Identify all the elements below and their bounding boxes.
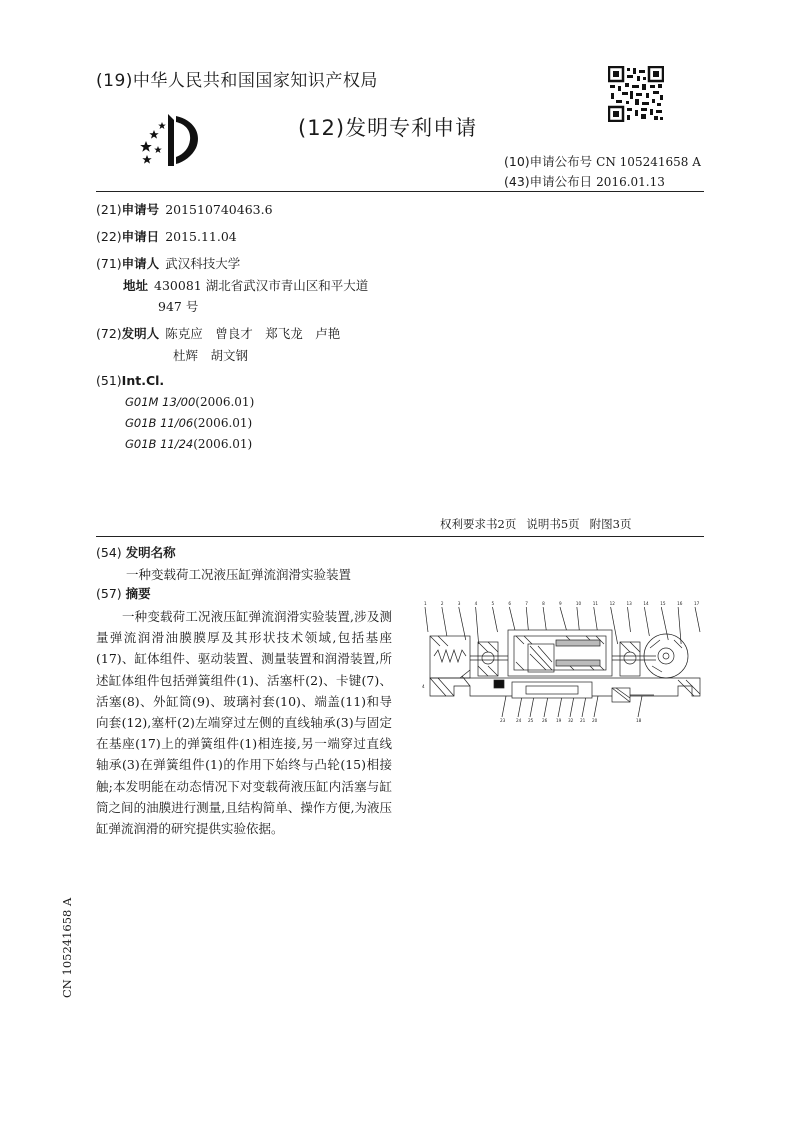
leader-line bbox=[544, 696, 548, 717]
drawing-label-top: 2 bbox=[440, 601, 444, 606]
drawing-label-top: 11 bbox=[592, 601, 599, 606]
field-label: 发明人 bbox=[121, 326, 160, 341]
drawing-label-top: 8 bbox=[542, 601, 545, 606]
drawing-label-bottom: 18 bbox=[636, 718, 642, 723]
field-code: (21) bbox=[96, 202, 122, 217]
drawing-label-bottom: 21 bbox=[580, 718, 586, 723]
field-code: (22) bbox=[96, 229, 122, 244]
abstract-text: 一种变载荷工况液压缸弹流润滑实验装置,涉及测量弹流润滑油膜膜厚及其形状技术领域,包括基座(17)、缸体组件、驱动装置、测量装置和润滑装置,所述缸体组件包括弹簧组件(1)、活塞杆(2)、卡键(7)、活塞(8)、外缸筒(9)、玻璃衬套(10)、端盖(11)和导向套(12),塞杆(2)左端穿过左侧的直线轴承(3)与固定在基座(17)上的弹簧组件(1)相连接,另一端穿过直线轴承(3)在弹簧组件(1)的作用下始终与凸轮(15)相接触;本发明能在动态情况下对变载荷液压缸内活塞与缸筒之间的油膜进行测量,且结构简单、操作方便,为液压缸弹流润滑的研究提供实验依据。 bbox=[96, 609, 392, 837]
leader-line bbox=[594, 696, 598, 717]
drawing-label-top: 16 bbox=[677, 601, 683, 606]
field-label: 申请日 bbox=[121, 229, 160, 244]
field-value: 947 号 bbox=[158, 299, 199, 314]
publication-number-label: (10)申请公布号 bbox=[504, 154, 593, 169]
drawing-label-top: 6 bbox=[508, 601, 512, 606]
section-divider bbox=[96, 536, 704, 537]
ipc-class-3 bbox=[125, 437, 252, 451]
drawing-label-top: 15 bbox=[660, 601, 666, 606]
leader-line bbox=[560, 607, 567, 632]
technical-drawing bbox=[416, 600, 706, 730]
drawing-label-top: 4 bbox=[474, 601, 478, 606]
header-divider bbox=[96, 191, 704, 192]
field-value: 201510740463.6 bbox=[165, 202, 273, 217]
field-code: (71) bbox=[96, 256, 122, 271]
leader-line bbox=[459, 607, 466, 640]
field-label: Int.Cl. bbox=[121, 373, 165, 388]
int-cl bbox=[96, 373, 164, 388]
application-date bbox=[96, 227, 237, 245]
publication-date-value: 2016.01.13 bbox=[596, 175, 665, 189]
drawing-label-bottom: 26 bbox=[542, 718, 548, 723]
drawing-label-side: 4 bbox=[422, 684, 425, 689]
inventors-line2 bbox=[173, 346, 248, 364]
publication-number-value: CN 105241658 A bbox=[596, 155, 701, 169]
application-number bbox=[96, 200, 273, 218]
ipc-version: (2006.01) bbox=[195, 395, 255, 409]
ipc-class-1 bbox=[125, 395, 254, 409]
leader-line bbox=[644, 607, 649, 636]
leader-line bbox=[582, 696, 586, 717]
inventors bbox=[96, 324, 340, 342]
leader-line bbox=[628, 607, 631, 632]
qr-code-icon bbox=[608, 66, 664, 122]
claims-pages: 权利要求书2页 bbox=[440, 517, 517, 531]
leader-line bbox=[558, 696, 562, 717]
ipc-version: (2006.01) bbox=[193, 437, 253, 451]
field-value: 430081 湖北省武汉市青山区和平大道 bbox=[154, 278, 369, 293]
field-label: 摘要 bbox=[125, 586, 151, 601]
drawing-label-top: 14 bbox=[643, 601, 649, 606]
applicant bbox=[96, 254, 240, 272]
drawing-label-bottom: 32 bbox=[568, 718, 574, 723]
ipc-version: (2006.01) bbox=[193, 416, 253, 430]
publication-date-label: (43)申请公布日 bbox=[504, 174, 593, 189]
leader-line bbox=[502, 696, 506, 717]
field-value: 2015.11.04 bbox=[165, 229, 237, 244]
drawing-label-bottom: 19 bbox=[556, 718, 562, 723]
drawing-label-bottom: 25 bbox=[528, 718, 534, 723]
invention-title: 一种变载荷工况液压缸弹流润滑实验装置 bbox=[126, 567, 352, 582]
document-type: (12)发明专利申请 bbox=[298, 116, 478, 140]
leader-line bbox=[493, 607, 498, 632]
drawing-label-top: 17 bbox=[694, 601, 700, 606]
leader-line bbox=[425, 607, 428, 632]
publication-number bbox=[504, 152, 701, 170]
side-publication-id: CN 105241658 A bbox=[60, 897, 74, 998]
field-value: 武汉科技大学 bbox=[165, 256, 241, 271]
field-code: (54) bbox=[96, 545, 122, 560]
field-label: 发明名称 bbox=[125, 545, 176, 560]
ipc-code: G01B 11/06 bbox=[125, 416, 194, 430]
leader-line bbox=[530, 696, 534, 717]
drawing-pages: 附图3页 bbox=[589, 517, 632, 531]
drawing-label-bottom: 20 bbox=[592, 718, 598, 723]
leader-line bbox=[695, 607, 700, 632]
field-code: (57) bbox=[96, 586, 122, 601]
title-section-heading bbox=[96, 543, 176, 561]
field-label: 申请人 bbox=[121, 256, 160, 271]
field-label: 地址 bbox=[123, 278, 149, 293]
ipc-code: G01B 11/24 bbox=[125, 437, 194, 451]
leader-line bbox=[570, 696, 574, 717]
field-value: 陈克应 曾良才 郑飞龙 卢艳 bbox=[165, 326, 341, 341]
leader-line bbox=[638, 696, 642, 717]
leader-line bbox=[518, 696, 522, 717]
ipc-code: G01M 13/00 bbox=[125, 395, 196, 409]
publication-date bbox=[504, 172, 665, 190]
ipc-class-2 bbox=[125, 416, 252, 430]
description-pages: 说明书5页 bbox=[526, 517, 580, 531]
abstract-heading bbox=[96, 584, 151, 602]
drawing-label-top: 12 bbox=[609, 601, 615, 606]
field-code: (72) bbox=[96, 326, 122, 341]
drawing-label-top: 5 bbox=[491, 601, 495, 606]
drawing-label-top: 10 bbox=[575, 601, 582, 606]
office-logo-icon bbox=[132, 110, 208, 170]
drawing-label-top: 9 bbox=[559, 601, 562, 606]
drawing-label-bottom: 24 bbox=[516, 718, 522, 723]
leader-line bbox=[442, 607, 447, 636]
field-code: (51) bbox=[96, 373, 122, 388]
leader-line bbox=[476, 607, 479, 644]
drawing-label-top: 3 bbox=[457, 601, 461, 606]
drawing-label-top: 7 bbox=[525, 601, 528, 606]
field-label: 申请号 bbox=[121, 202, 160, 217]
applicant-address bbox=[123, 276, 368, 294]
page-counts bbox=[440, 516, 631, 532]
office-name: (19)中华人民共和国国家知识产权局 bbox=[96, 71, 378, 91]
drawing-label-top: 1 bbox=[424, 601, 427, 606]
drawing-label-top: 13 bbox=[626, 601, 632, 606]
leader-line bbox=[661, 607, 668, 640]
applicant-address-line2 bbox=[158, 297, 198, 315]
field-value: 杜辉 胡文钢 bbox=[173, 348, 249, 363]
drawing-label-bottom: 23 bbox=[500, 718, 506, 723]
